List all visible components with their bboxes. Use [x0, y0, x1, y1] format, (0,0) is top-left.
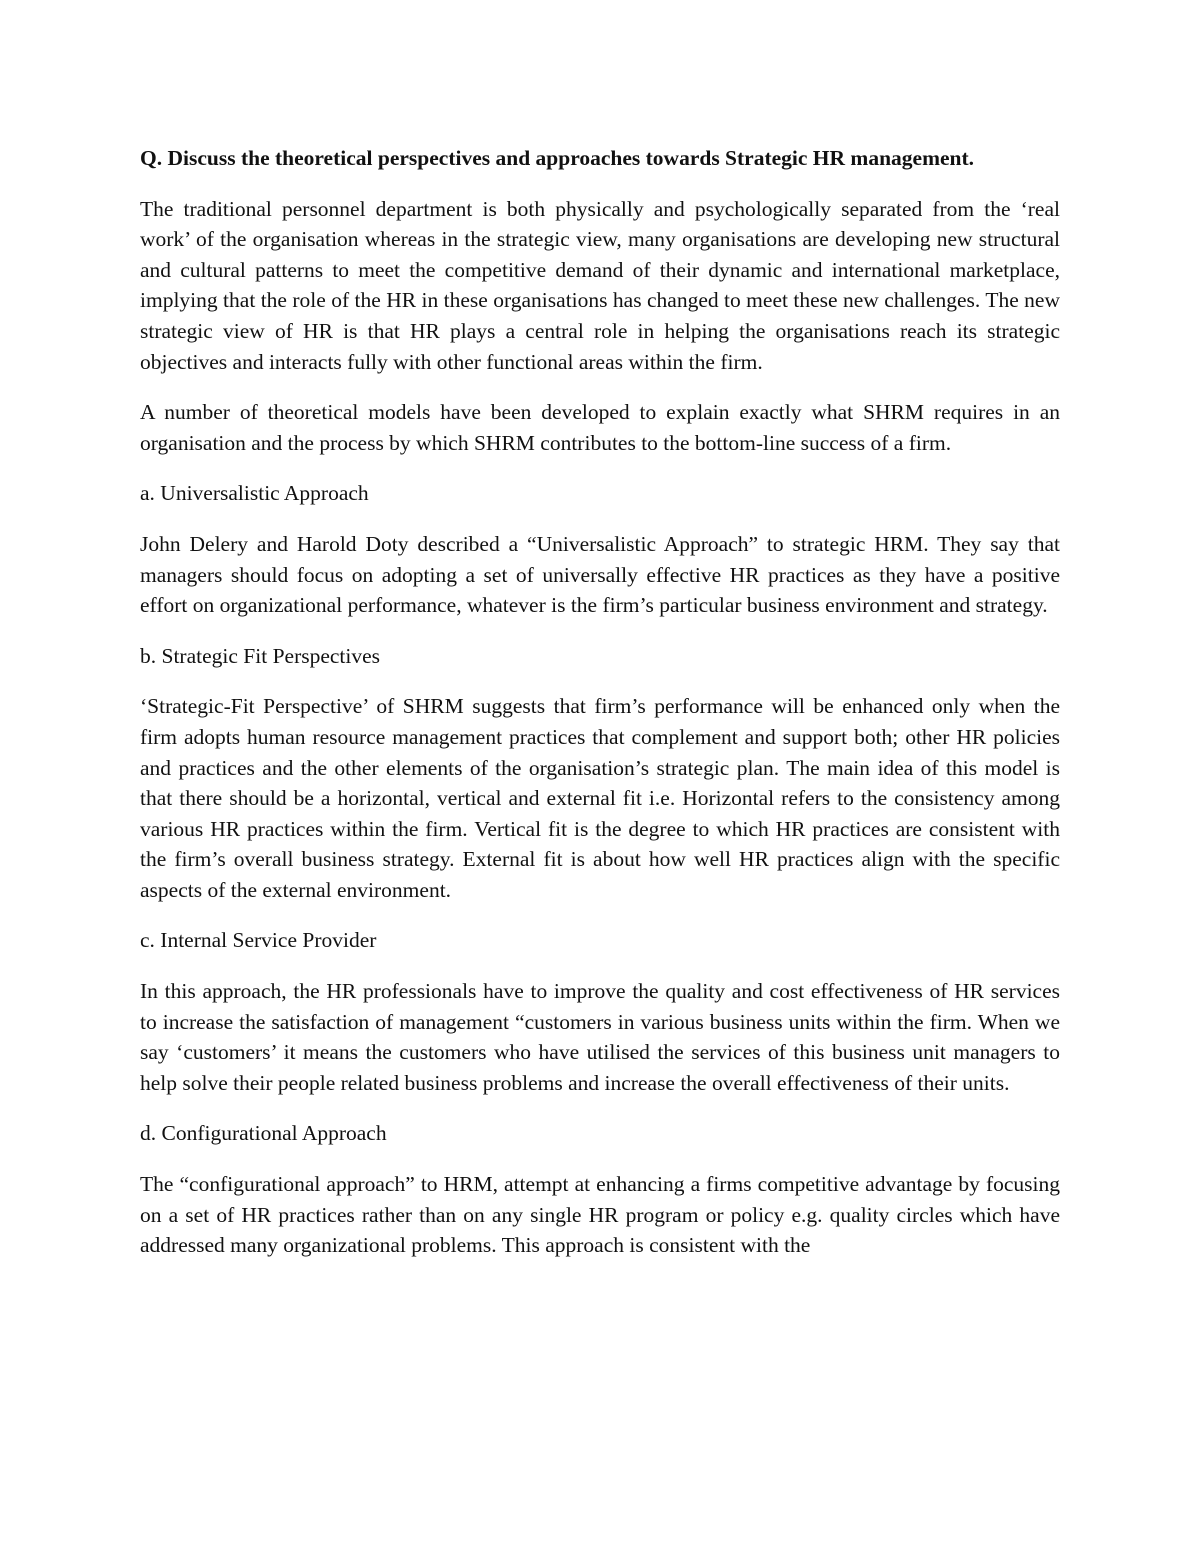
section-heading-internal-service: c. Internal Service Provider	[140, 928, 377, 953]
models-paragraph: A number of theoretical models have been developed to explain exactly what SHRM requires in an organisation and the process by which SHRM contributes to the bottom-line success of a firm.	[140, 400, 1060, 455]
intro-paragraph: The traditional personnel department is both physically and psychologically separated from the ‘real work’ of the organisation whereas in the strategic view, many organisations are developing new structural and cultural patterns to meet the competitive demand of their dynamic and international marketplace, implying that the role of the HR in these organisations has changed to meet these new challenges. The new strategic view of HR is that HR plays a central role in helping the organisations reach its strategic objectives and interacts fully with other functional areas within the firm.	[140, 196, 1060, 374]
document-content	[140, 143, 1060, 1281]
section-body-strategic-fit: ‘Strategic-Fit Perspective’ of SHRM suggests that firm’s performance will be enhanced only when the firm adopts human resource management practices that complement and support both; other HR policies and practices and the other elements of the organisation’s strategic plan. The main idea of this model is that there should be a horizontal, vertical and external fit i.e. Horizontal refers to the consistency among various HR practices within the firm. Vertical fit is the degree to which HR practices are consistent with the firm’s overall business strategy. External fit is about how well HR practices align with the specific aspects of the external environment.	[140, 694, 1060, 902]
section-body-configurational: The “configurational approach” to HRM, attempt at enhancing a firms competitive advantage by focusing on a set of HR practices rather than on any single HR program or policy e.g. quality circles which have addressed many organizational problems. This approach is consistent with the	[140, 1172, 1060, 1258]
question-heading: Q. Discuss the theoretical perspectives and approaches towards Strategic HR management.	[140, 146, 975, 170]
section-heading-universalistic: a. Universalistic Approach	[140, 481, 369, 506]
section-heading-strategic-fit: b. Strategic Fit Perspectives	[140, 643, 381, 668]
section-body-universalistic: John Delery and Harold Doty described a “Universalistic Approach” to strategic HRM. They say that managers should focus on adopting a set of universally effective HR practices as they have a positive effort on organizational performance, whatever is the firm’s particular business environment and strategy.	[140, 531, 1060, 618]
section-body-internal-service: In this approach, the HR professionals have to improve the quality and cost effectiveness of HR services to increase the satisfaction of management “customers in various business units within the firm. When we say ‘customers’ it means the customers who have utilised the services of this business unit managers to help solve their people related business problems and increase the overall effectiveness of their units.	[140, 979, 1060, 1095]
section-heading-configurational: d. Configurational Approach	[140, 1121, 387, 1146]
